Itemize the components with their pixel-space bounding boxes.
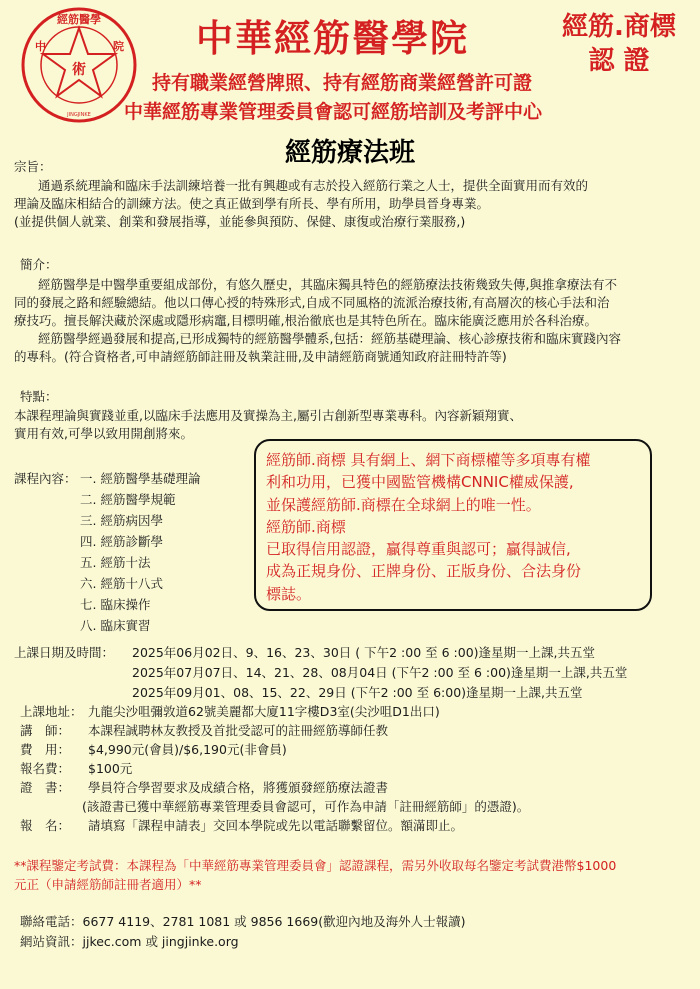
contact-phone: 聯絡電話：6677 4119、2781 1081 或 9856 1669(歡迎內地及海外人士報讀) <box>20 914 466 929</box>
features-line: 本課程理論與實踐並重,以臨床手法應用及實操為主,屬引古創新型專業專科。內容新穎翔實、 <box>14 408 522 423</box>
svg-text:中: 中 <box>35 40 46 53</box>
schedule-line: 2025年07月07日、14、21、28、08月04日 (下午2 :00 至 6 :00)逢星期一上課,共五堂 <box>132 665 628 680</box>
promo-line: 經筋師.商標 具有網上、網下商標權等多項專有權 <box>266 451 591 469</box>
features-line: 實用有效,可學以致用開創將來。 <box>14 426 193 441</box>
curriculum-item: 七. 臨床操作 <box>80 597 151 612</box>
intro-label: 簡介： <box>20 257 58 272</box>
trademark-cert-badge <box>560 10 678 78</box>
detail-label: 報名費： <box>20 761 71 776</box>
schedule-label: 上課日期及時間： <box>14 645 115 660</box>
purpose-line: (並提供個人就業、創業和發展指導，並能參與預防、保健、康復或治療行業服務,) <box>14 214 466 229</box>
curriculum-item: 八. 臨床實習 <box>80 618 151 633</box>
intro-line: 經筋醫學經過發展和提高,已形成獨特的經筋醫學體系,包括：經筋基礎理論、核心診療技術和臨床實踐內容 <box>38 331 621 346</box>
promo-line: 經筋師.商標 <box>266 517 346 536</box>
curriculum-item: 四. 經筋診斷學 <box>80 534 163 549</box>
curriculum-item: 五. 經筋十法 <box>80 555 151 570</box>
promo-line: 利和功用，已獲中國監管機構CNNIC權威保護, <box>266 473 574 492</box>
cert-line-1: 經筋.商標 <box>562 12 676 42</box>
svg-text:術: 術 <box>72 62 86 78</box>
detail-label: 報 名： <box>20 818 71 833</box>
enrollment-value: 請填寫「課程申請表」交回本學院或先以電話聯繫留位。額滿即止。 <box>88 818 464 833</box>
purpose-line: 理論及臨床相結合的訓練方法。使之真正做到學有所長、學有所用，助學員晉身專業。 <box>14 196 490 211</box>
address-value: 九龍尖沙咀彌敦道62號美麗都大廈11字樓D3室(尖沙咀D1出口) <box>88 704 440 719</box>
curriculum-item: 三. 經筋病因學 <box>80 513 163 528</box>
course-title: 經筋療法班 <box>284 138 415 168</box>
accreditation-subtitle: 中華經筋專業管理委員會認可經筋培訓及考評中心 <box>124 101 543 123</box>
trademark-promo-box <box>254 439 652 611</box>
intro-line: 的專科。(符合資格者,可申請經筋師註冊及執業註冊,及申請經筋商號通知政府註冊特許等) <box>14 349 507 364</box>
detail-label: 證 書： <box>20 780 71 795</box>
promo-line: 成為正規身份、正牌身份、正版身份、合法身份 <box>266 562 582 581</box>
schedule-line: 2025年06月02日、9、16、23、30日 ( 下午2 :00 至 6 :00)逢星期一上課,共五堂 <box>132 645 596 660</box>
curriculum-label: 課程內容： <box>14 471 77 486</box>
license-subtitle: 持有職業經營牌照、持有經筋商業經營許可證 <box>152 72 533 94</box>
svg-text:經筋醫學: 經筋醫學 <box>57 13 101 26</box>
promo-line: 已取得信用認證，贏得尊重與認可；贏得誠信, <box>266 540 571 559</box>
detail-label: 費 用： <box>20 742 71 757</box>
intro-line: 經筋醫學是中醫學重要組成部份，有悠久歷史，其臨床獨具特色的經筋療法技術幾致失傳,與推拿療法有不 <box>38 277 617 292</box>
curriculum-item: 一. 經筋醫學基礎理論 <box>80 471 201 486</box>
detail-label: 上課地址： <box>20 704 83 719</box>
svg-text:院: 院 <box>113 40 124 53</box>
instructor-value: 本課程誠聘林友教授及首批受認可的註冊經筋導師任教 <box>88 723 389 738</box>
fee-value: $4,990元(會員)/$6,190元(非會員) <box>88 742 287 757</box>
exam-fee-note: 元正（申請經筋師註冊者適用）** <box>14 877 202 892</box>
purpose-label: 宗旨： <box>14 159 52 174</box>
certificate-note: (該證書已獲中華經筋專業管理委員會認可，可作為申請「註冊經筋師」的憑證)。 <box>82 799 530 814</box>
exam-fee-note: **課程鑒定考試費：本課程為「中華經筋專業管理委員會」認證課程，需另外收取每名鑒定考試費港幣$1000 <box>14 858 617 873</box>
curriculum-item: 二. 經筋醫學規範 <box>80 492 176 507</box>
school-name: 中華經筋醫學院 <box>196 17 469 60</box>
purpose-line: 通過系統理論和臨床手法訓練培養一批有興趣或有志於投入經筋行業之人士，提供全面實用而有效的 <box>38 178 589 193</box>
contact-website[interactable]: 網站資訊：jjkec.com 或 jingjinke.org <box>20 934 239 949</box>
intro-line: 療技巧。擅長解決藏於深處或隱形病竈,目標明確,根治徹底也是其特色所在。臨床能廣泛應用於各科治療。 <box>14 313 597 328</box>
promo-line: 標誌。 <box>266 584 312 603</box>
certificate-value: 學員符合學習要求及成績合格，將獲頒發經筋療法證書 <box>88 780 389 795</box>
svg-text:JINGJINKE: JINGJINKE <box>67 112 91 118</box>
curriculum-item: 六. 經筋十八式 <box>80 576 163 591</box>
intro-line: 同的發展之路和經驗總結。他以口傳心授的特殊形式,自成不同風格的流派治療技術,有高層次的核心手法和治 <box>14 295 610 310</box>
institute-seal-logo <box>20 6 138 124</box>
promo-line: 並保護經筋師.商標在全球網上的唯一性。 <box>266 495 541 514</box>
detail-label: 講 師： <box>20 723 71 738</box>
schedule-line: 2025年09月01、08、15、22、29日 (下午2 :00 至 6:00)逢星期一上課,共五堂 <box>132 685 583 700</box>
features-label: 特點： <box>20 389 58 404</box>
cert-line-2: 認 證 <box>588 46 650 76</box>
registration-fee-value: $100元 <box>88 761 133 776</box>
